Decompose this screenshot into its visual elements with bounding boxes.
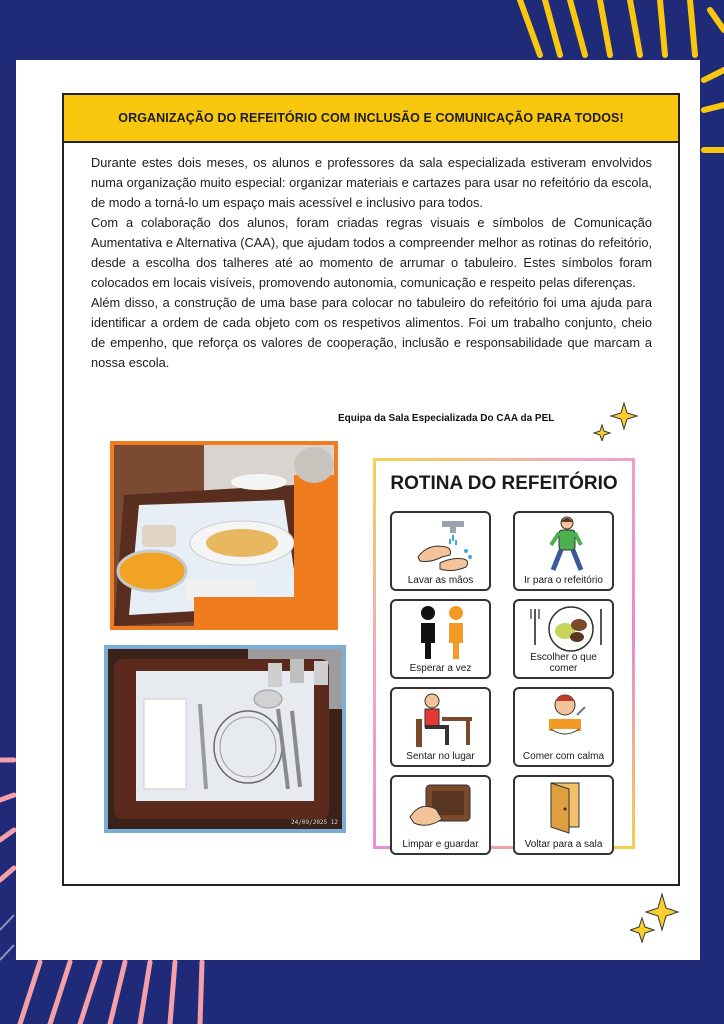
tray-photo-2 [104, 645, 346, 833]
card-label: Voltar para a sala [524, 839, 603, 850]
card-go-to-cafeteria [513, 511, 614, 591]
card-choose-food [513, 599, 614, 679]
card-label: Lavar as mãos [407, 575, 474, 586]
door-icon [515, 777, 616, 841]
card-label: Ir para o refeitório [524, 575, 603, 586]
sparkle-icon [592, 401, 638, 441]
card-label: Esperar a vez [409, 663, 472, 674]
walking-person-icon [515, 513, 616, 577]
card-label: Escolher o que comer [530, 652, 597, 674]
paragraph-2: Com a colaboração dos alunos, foram criadas regras visuais e símbolos de Comunicação Aumentativa e Alternativa (CAA), que ajudam todos a compreender melhor as rotinas do refeitório, desde a escolha dos talheres até ao momento de arrumar o tabuleiro. Estes símbolos foram colocados em locais visíveis, promovendo autonomia, comunicação e respeito pelas diferenças. [91, 215, 652, 290]
card-eat-calmly [513, 687, 614, 767]
card-label: Comer com calma [522, 751, 605, 762]
tray-photo-1 [110, 441, 338, 630]
paragraph-1: Durante estes dois meses, os alunos e professores da sala especializada estiveram envolvidos numa organização muito especial: organizar materiais e cartazes para usar no refeitório da escola, de modo a torná-lo um espaço mais acessível e inclusivo para todos. [91, 155, 652, 210]
card-label: Sentar no lugar [406, 751, 475, 762]
card-clean-and-store [390, 775, 491, 855]
card-wait-turn [390, 599, 491, 679]
clean-tray-icon [392, 777, 493, 841]
article-body [91, 153, 652, 373]
wait-turn-icon [392, 601, 493, 665]
eat-calmly-icon [515, 689, 616, 753]
routine-poster [373, 458, 635, 849]
newsletter-page [16, 60, 700, 960]
card-label: Limpar e guardar [402, 839, 479, 850]
paragraph-3: Além disso, a construção de uma base para colocar no tabuleiro do refeitório foi uma ajuda para identificar a ordem de cada objeto com os respetivos alimentos. Foi um trabalho conjunto, cheio de empenho, que reforça os valores de cooperação, inclusão e responsabilidade que marcam a nossa escola. [91, 295, 652, 370]
routine-title: ROTINA DO REFEITÓRIO [390, 473, 618, 494]
article-title: ORGANIZAÇÃO DO REFEITÓRIO COM INCLUSÃO E COMUNICAÇÃO PARA TODOS! [118, 111, 624, 125]
signature: Equipa da Sala Especializada Do CAA da PEL [338, 413, 555, 424]
wash-hands-icon [392, 513, 493, 577]
photo-timestamp: 24/09/2025 12 [291, 819, 338, 826]
photo-meal-tray [114, 445, 334, 626]
title-bar [64, 95, 678, 143]
sparkle-icon [630, 892, 680, 944]
card-wash-hands [390, 511, 491, 591]
card-sit-down [390, 687, 491, 767]
card-return-to-class [513, 775, 614, 855]
article-frame [62, 93, 680, 886]
sit-down-icon [392, 689, 493, 753]
photo-placemat-tray [108, 649, 342, 829]
